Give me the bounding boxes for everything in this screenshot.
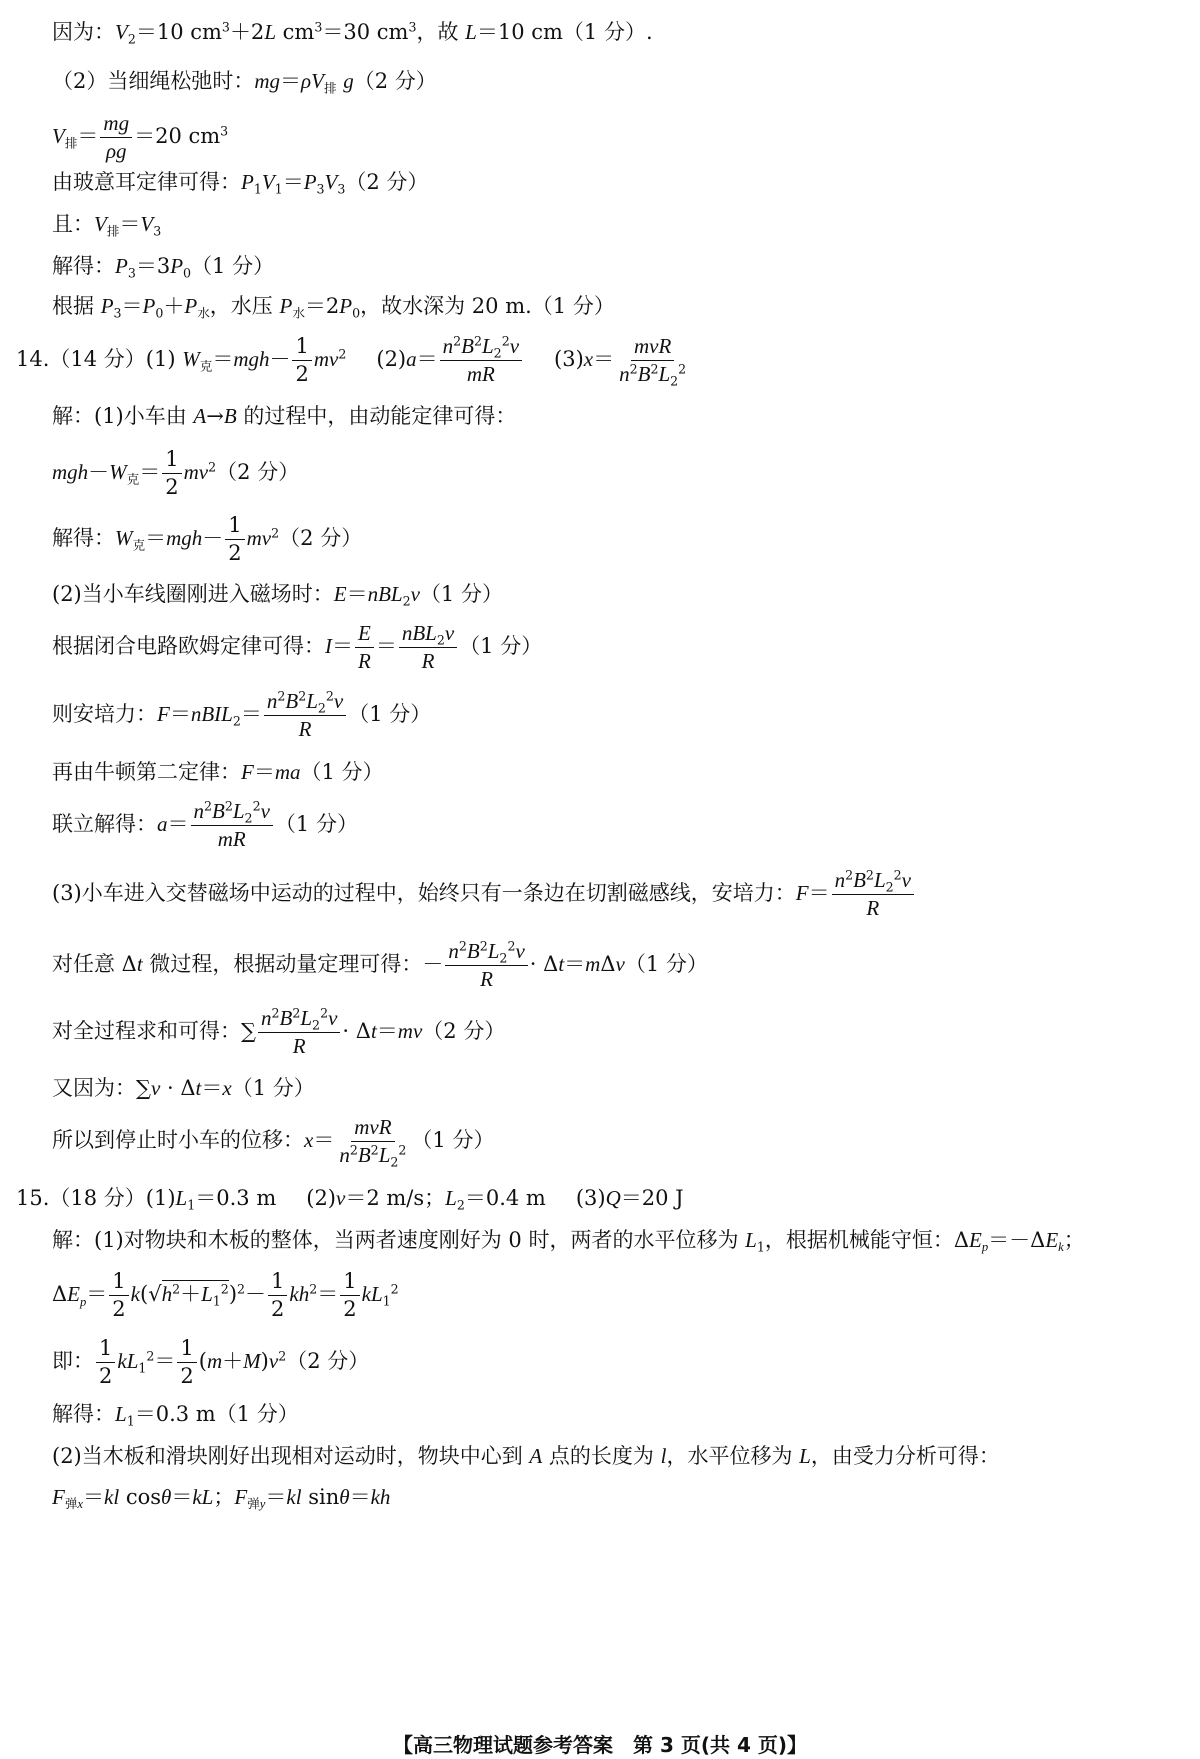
line-1: 因为：$V_2=10$ $cm^3+2L$ $cm^3=30$ $cm^3$，故 L＝10 cm（1 分）.: [52, 19, 653, 47]
line-5: 且：$V_排=V_3$: [52, 212, 162, 239]
page-footer: 【高三物理试题参考答案 第 3 页(共 4 页)】: [393, 1733, 807, 1757]
line-3: $V_排=$ $\frac{mg}{\rho g}$ ＝20 $cm^3$: [52, 111, 229, 164]
line-21: 所以到停止时小车的位移：x＝ $\frac{\text{mvR}}{n^2B^2L_2^2}$ （1 分）: [52, 1115, 495, 1170]
line-7: 根据 $P_3=P_0+P_水$，水压 $P_水=2P_0$，故水深为 20 m.（1 分）: [52, 294, 615, 321]
line-26: 解得：$L_1=0.3$ m（1 分）: [52, 1402, 299, 1429]
line-4: 由玻意耳定律可得：$P_1V_1=P_3V_3(2$ 分）: [52, 170, 429, 197]
line-24: $\Delta E_p=$ $\frac{1}{2}$ $k(√h^2+L_1^2)^2-$ $\frac{1}{2}$ $kh^2=$ $\frac{1}{2}$ $kL_1^2$: [52, 1269, 399, 1322]
line-25: 即： $\frac{1}{2}$ $kL_1^2=$ $\frac{1}{2}$ $(m+M)v^2(2$ 分）: [52, 1336, 370, 1389]
line-15: 再由牛顿第二定律：F＝ma（1 分）: [52, 760, 384, 784]
line-11: 解得：$W_克=mgh-$ $\frac{1}{2}$ $mv^2(2$ 分）: [52, 513, 363, 566]
line-2: （2）当细绳松弛时：$mg=\rho V_排$ g（2 分）: [52, 69, 437, 96]
line-14: 则安培力：F＝nBIL$_2$＝ $\frac{n^2B^2L_2^2v}{R}$ （1 分）: [52, 688, 432, 742]
line-9: 解：(1)小车由 A→B 的过程中，由动能定律可得：: [52, 404, 517, 428]
line-19: 对全过程求和可得：∑ $\frac{n^2B^2L_2^2v}{R}$ · Δt＝mv（2 分）: [52, 1005, 506, 1059]
line-10: $mgh-W_克=$ $\frac{1}{2}$ $mv^2(2$ 分）: [52, 447, 300, 500]
fraction: $\frac{mg}{\rho g}$: [100, 112, 132, 163]
line-23: 解：(1)对物块和木板的整体，当两者速度刚好为 0 时，两者的水平位移为 $L_1$，根据机械能守恒：$\Delta E_p=-\Delta E_k$；: [52, 1228, 1085, 1255]
question-15-answer: 15.（18 分）$(1)L_1=0.3$ m (2)v＝2 m/s；$L_2=0.4$ m (3)Q＝20 J: [16, 1186, 684, 1213]
line-12: (2)当小车线圈刚进入磁场时：E＝nBL$_2$v（1 分）: [52, 582, 503, 609]
line-18: 对任意 Δt 微过程，根据动量定理可得：－ $\frac{n^2B^2L_2^2v}{R}$ · Δt＝mΔv（1 分）: [52, 938, 708, 992]
line-27: (2)当木板和滑块刚好出现相对运动时，物块中心到 A 点的长度为 l，水平位移为 L，由受力分析可得：: [52, 1444, 1000, 1468]
line-16: 联立解得：a＝ $\frac{n^2B^2L_2^2v}{mR}$ （1 分）: [52, 798, 358, 852]
question-14-answer: 14.（14 分）(1) $W_克=mgh-$ $\frac{1}{2}$ $mv^2$ (2)a＝ $\frac{n^2B^2L_2^2v}{mR}$ (3)x＝ $\frac{\text{mvR}}{n^2B^2L_2^2}$: [16, 333, 687, 389]
line-6: 解得：$P_3=3P_0(1$ 分）: [52, 254, 275, 281]
line-20: 又因为：∑v · Δt＝x（1 分）: [52, 1076, 315, 1100]
line-28: $F_{弹x}=kl$ cosθ＝kL；$F_{弹y}=kl$ sinθ＝kh: [52, 1485, 391, 1512]
line-13: 根据闭合电路欧姆定律可得：I＝ $\frac{E}{R}$ ＝ $\frac{nBL_2v}{R}$ （1 分）: [52, 621, 543, 674]
line-17: (3)小车进入交替磁场中运动的过程中，始终只有一条边在切割磁感线，安培力：F＝ $\frac{n^2B^2L_2^2v}{R}$: [52, 869, 916, 920]
